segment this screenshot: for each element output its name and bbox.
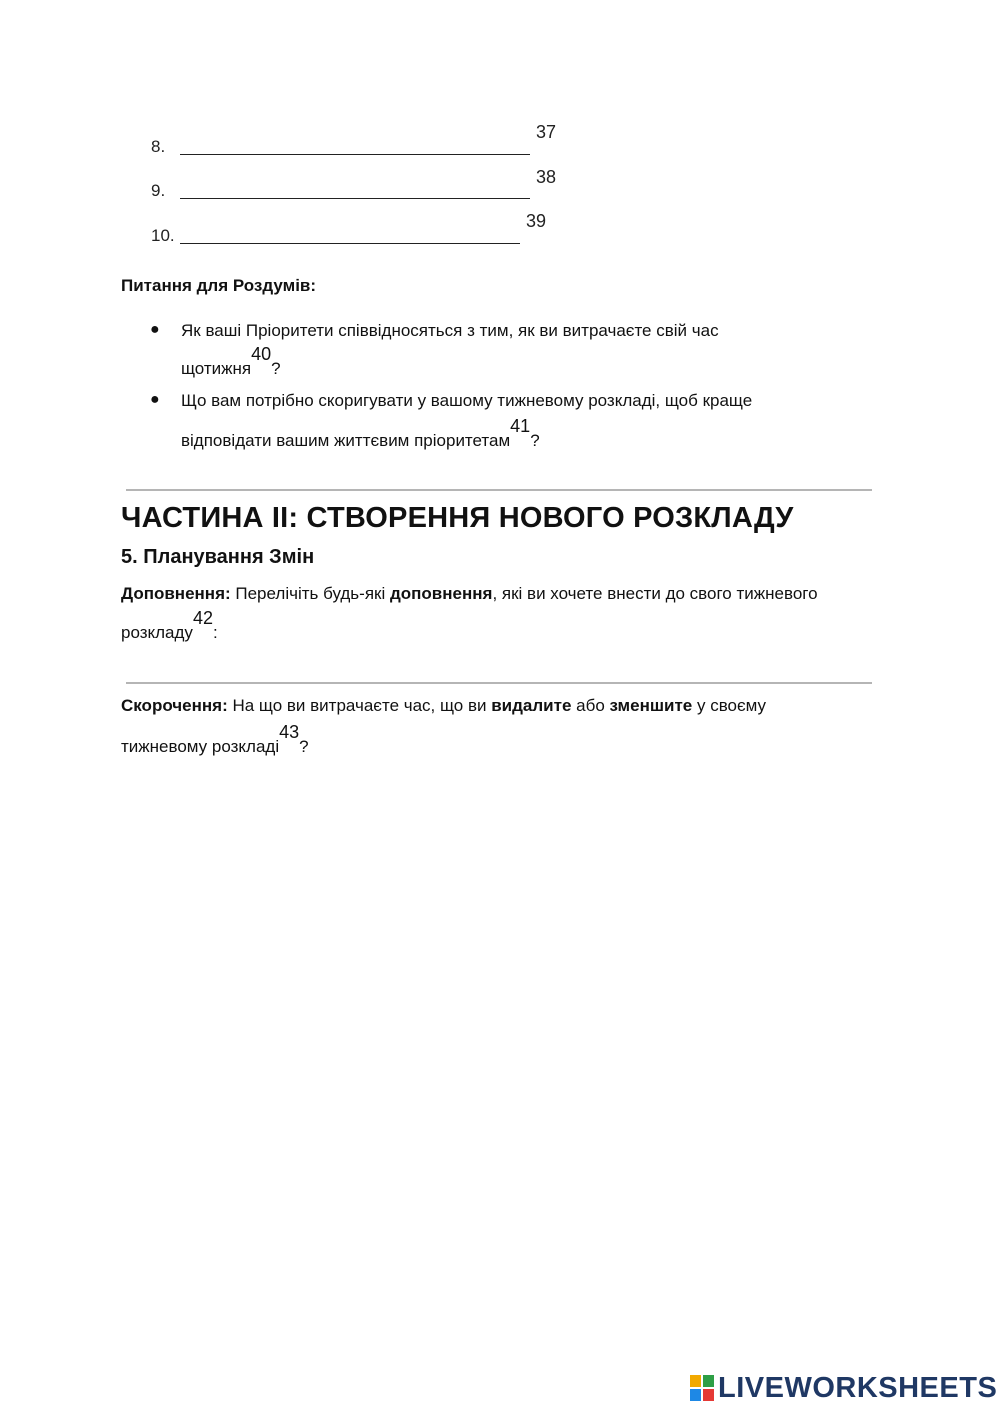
- reflection-question-2-line1: Що вам потрібно скоригувати у вашому тижневому розкладі, щоб краще: [181, 391, 753, 410]
- additions-text: , які ви хочете внести до свого тижневого: [492, 584, 818, 603]
- reflection-question-2-line2: [181, 416, 540, 453]
- reflection-question-1-line1: Як ваші Пріоритети співвідносяться з тим, як ви витрачаєте свій час: [181, 321, 719, 340]
- liveworksheets-logo-text: LIVEWORKSHEETS: [718, 1371, 998, 1404]
- reflection-question-2-text: відповідати вашим життєвим пріоритетам: [181, 431, 511, 450]
- reductions-text: тижневому розкладі: [121, 737, 280, 756]
- reductions-text: На що ви витрачаєте час, що ви: [227, 696, 492, 715]
- additions-answer-line[interactable]: [126, 682, 872, 684]
- reductions-text: або: [571, 696, 610, 715]
- reflection-question-1-line2: [181, 344, 281, 381]
- additions-paragraph-line2: [121, 608, 218, 645]
- answer-line-label: 10.: [151, 226, 175, 245]
- reductions-text: у своєму: [692, 696, 767, 715]
- additions-bold: доповнення: [389, 584, 493, 603]
- reductions-paragraph-line2: [121, 722, 309, 759]
- reductions-bold: зменшите: [609, 696, 693, 715]
- answer-input[interactable]: [180, 154, 530, 155]
- colon: :: [212, 623, 218, 642]
- question-mark: ?: [530, 431, 540, 450]
- answer-line-label: 9.: [151, 181, 166, 200]
- answer-input[interactable]: [180, 243, 520, 244]
- bullet-icon: ●: [150, 321, 160, 338]
- bullet-icon: ●: [150, 391, 160, 408]
- ref-number: 43: [279, 722, 300, 742]
- reductions-label: Скорочення:: [121, 696, 228, 715]
- answer-ref-number: 37: [536, 122, 557, 142]
- question-mark: ?: [271, 359, 281, 378]
- ref-number: 40: [251, 344, 272, 364]
- part-heading: ЧАСТИНА II: СТВОРЕННЯ НОВОГО РОЗКЛАДУ: [121, 502, 794, 534]
- answer-line-label: 8.: [151, 137, 166, 156]
- answer-ref-number: 39: [526, 211, 547, 231]
- ref-number: 41: [510, 416, 531, 436]
- section-divider: [126, 489, 872, 491]
- additions-text: Перелічіть будь-які: [230, 584, 390, 603]
- liveworksheets-logo[interactable]: [690, 1372, 997, 1404]
- ref-number: 42: [192, 608, 213, 628]
- reductions-bold: видалите: [491, 696, 572, 715]
- reflection-title: Питання для Роздумів:: [121, 276, 317, 295]
- additions-label: Доповнення:: [121, 584, 231, 603]
- reflection-question-1-text: щотижня: [181, 359, 252, 378]
- additions-paragraph-line1: [121, 582, 901, 606]
- answer-input[interactable]: [180, 198, 530, 199]
- liveworksheets-logo-icon: [690, 1375, 714, 1401]
- reductions-paragraph-line1: [121, 694, 901, 718]
- additions-text: розкладу: [121, 623, 193, 642]
- question-mark: ?: [299, 737, 309, 756]
- section-subheading: 5. Планування Змін: [121, 546, 315, 568]
- answer-ref-number: 38: [536, 167, 557, 187]
